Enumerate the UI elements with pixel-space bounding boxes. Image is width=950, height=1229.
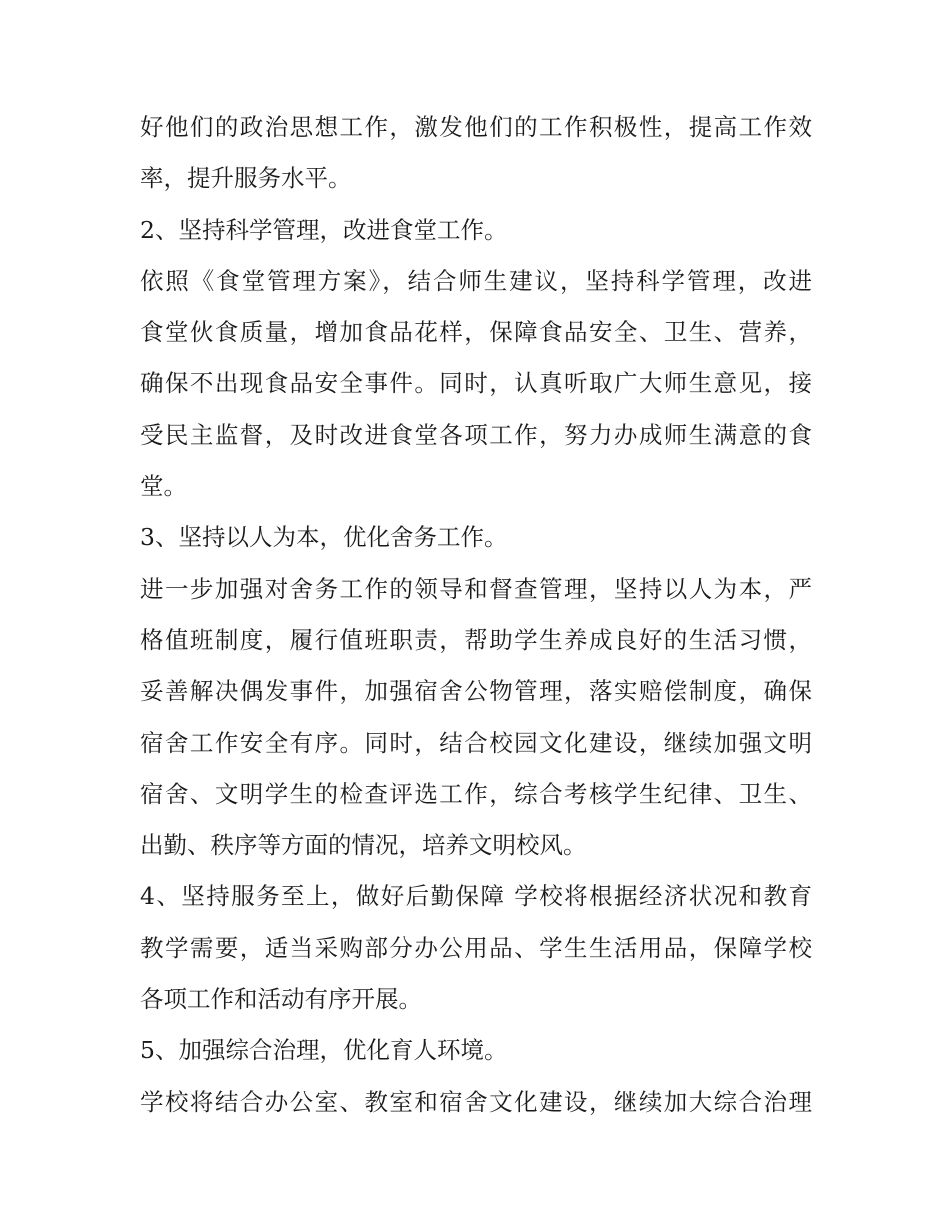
section-heading: 3、坚持以人为本，优化舍务工作。	[140, 523, 508, 552]
body-line: 确保不出现食品安全事件。同时，认真听取广大师生意见，接	[140, 369, 812, 398]
body-line: 出勤、秩序等方面的情况，培养文明校风。	[140, 831, 587, 860]
body-line: 教学需要，适当采购部分办公用品、学生生活用品，保障学校	[140, 933, 812, 962]
body-line: 好他们的政治思想工作，激发他们的工作积极性，提高工作效	[140, 113, 812, 141]
document-body	[140, 102, 812, 1128]
section-heading: 5、加强综合治理，优化育人环境。	[140, 1036, 508, 1065]
body-line: 堂。	[140, 472, 187, 501]
body-line: 受民主监督，及时改进食堂各项工作，努力办成师生满意的食	[140, 420, 812, 449]
body-line: 宿舍工作安全有序。同时，结合校园文化建设，继续加强文明	[140, 728, 812, 757]
body-line: 学校将结合办公室、教室和宿舍文化建设，继续加大综合治理	[140, 1087, 812, 1116]
section-heading: 4、坚持服务至上，做好后勤保障 学校将根据经济状况和教育	[140, 882, 812, 911]
body-line: 宿舍、文明学生的检查评选工作，综合考核学生纪律、卫生、	[140, 779, 812, 808]
body-line: 率，提升服务水平。	[140, 164, 352, 193]
section-heading: 2、坚持科学管理，改进食堂工作。	[140, 215, 508, 244]
body-line: 依照《食堂管理方案》，结合师生建议，坚持科学管理，改进	[140, 266, 812, 295]
body-line: 格值班制度，履行值班职责，帮助学生养成良好的生活习惯，	[140, 625, 812, 654]
body-line: 妥善解决偶发事件，加强宿舍公物管理，落实赔偿制度，确保	[140, 677, 812, 706]
body-line: 进一步加强对舍务工作的领导和督查管理，坚持以人为本，严	[140, 574, 812, 603]
body-line: 食堂伙食质量，增加食品花样，保障食品安全、卫生、营养，	[140, 318, 812, 347]
body-line: 各项工作和活动有序开展。	[140, 985, 422, 1014]
